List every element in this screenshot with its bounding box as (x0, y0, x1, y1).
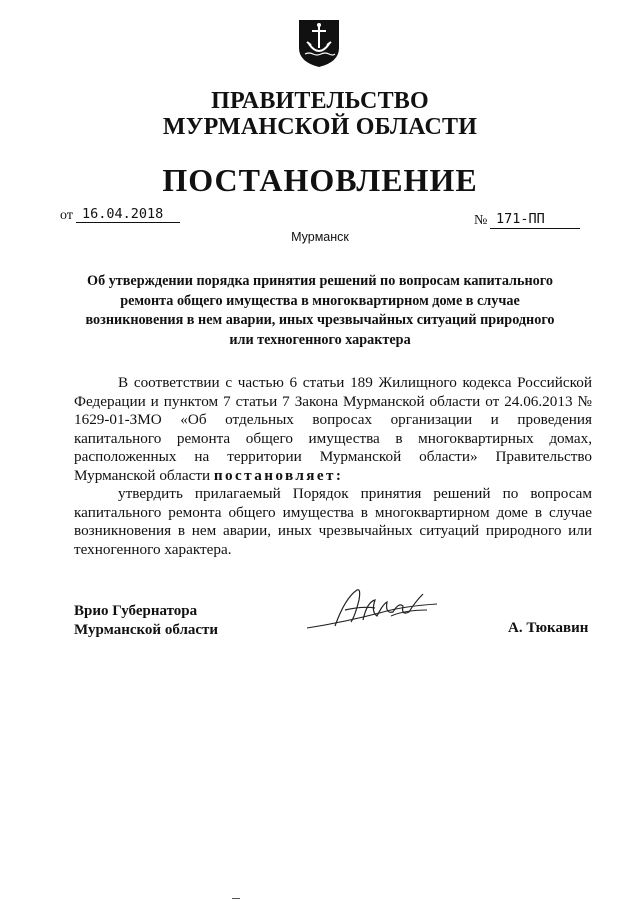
resolution-keyword: постановляет: (213, 466, 344, 484)
date-label: от (60, 208, 73, 223)
paragraph-1 (74, 374, 592, 485)
signer-position (74, 602, 218, 640)
paragraph-1-text: В соответствии с частью 6 статьи 189 Жилищного кодекса Российской Федерации и пунктом 7 статьи 7 Закона Мурманской области от 24.06.2013 № 1629-01-ЗМО «Об отдельных вопросах организации и проведения капитального ремонта общего имущества в многоквартирных домах, расположенных на территории Мурманской области» Правительство Мурманской области (74, 374, 592, 484)
coat-of-arms-emblem-icon (297, 18, 341, 68)
signer-position-line2: Мурманской области (74, 622, 219, 638)
subject-line: Об утверждении порядка принятия решений по вопросам капитального (87, 273, 553, 289)
city: Мурманск (291, 230, 349, 244)
number-label: № (474, 213, 488, 228)
government-title-line2: МУРМАНСКОЙ ОБЛАСТИ (162, 114, 478, 140)
signer-position-line1: Врио Губернатора (74, 603, 198, 619)
subject-line: ремонта общего имущества в многоквартирном доме в случае (120, 292, 520, 309)
document-subject (68, 272, 572, 350)
paragraph-2: утвердить прилагаемый Порядок принятия решений по вопросам капитального ремонта общего имущества в многоквартирном доме в случае возникновения в нем аварии, иных чрезвычайных ситуаций природного или техногенного характера. (74, 485, 592, 558)
signer-name: А. Тюкавин (508, 620, 589, 636)
document-type-title: ПОСТАНОВЛЕНИЕ (162, 162, 478, 198)
subject-line: возникновения в нем аварии, иных чрезвычайных ситуаций природного (85, 312, 555, 328)
number-value: 171-ПП (496, 211, 545, 227)
subject-line: или техногенного характера (229, 331, 411, 348)
page-mark-divider (232, 898, 240, 899)
handwritten-signature-icon (305, 582, 445, 634)
date-value: 16.04.2018 (82, 206, 164, 222)
number-underline (490, 228, 580, 229)
government-title-line1: ПРАВИТЕЛЬСТВО (211, 88, 429, 114)
document-body (74, 374, 592, 559)
date-underline (76, 222, 180, 223)
